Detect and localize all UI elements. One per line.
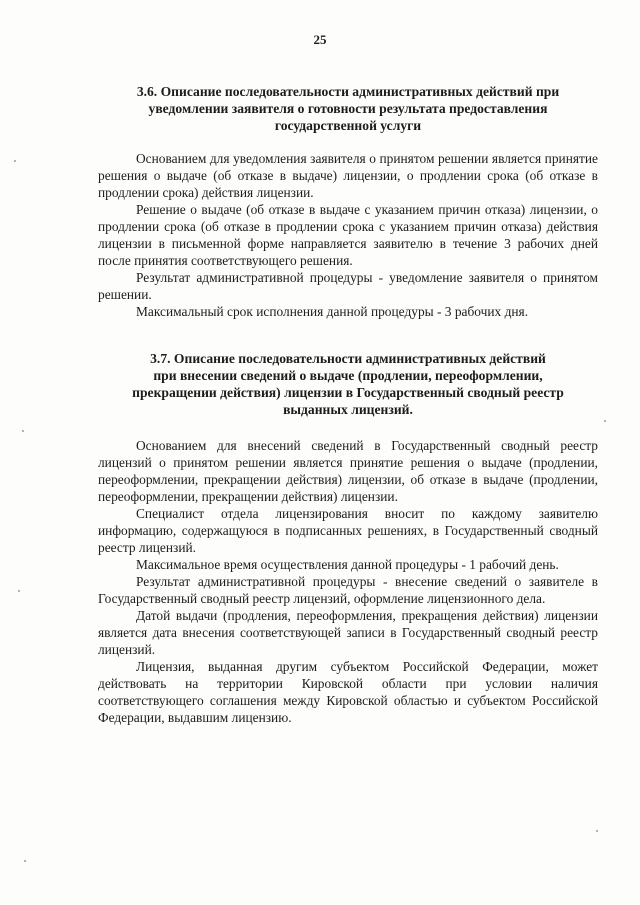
section-3-7-paragraph: Датой выдачи (продления, переоформления, прекращения действия) лицензии является дата внесения соответствующей записи в Государственный сводный реестр лицензий. bbox=[98, 608, 598, 657]
section-3-7-paragraph: Специалист отдела лицензирования вносит по каждому заявителю информацию, содержащуюся в подписанных решениях, в Государственный сводный реестр лицензий. bbox=[98, 506, 598, 555]
section-3-7-heading-line2: при внесении сведений о выдаче (продлении, переоформлении, bbox=[153, 368, 543, 383]
scan-speck bbox=[22, 430, 24, 432]
section-3-6-body bbox=[98, 150, 598, 320]
section-3-6-heading bbox=[98, 83, 598, 134]
section-3-7-heading bbox=[98, 350, 598, 418]
section-3-6 bbox=[98, 83, 598, 134]
section-3-7-heading-line1: 3.7. Описание последовательности административных действий bbox=[150, 351, 546, 366]
scan-speck bbox=[596, 830, 598, 832]
scan-speck bbox=[604, 420, 606, 422]
section-3-7-paragraph: Основанием для внесений сведений в Государственный сводный реестр лицензий о принятом решении является принятие решения о выдаче (продлении, переоформлении, прекращении действия) лицензии, об отказе в выдаче (продлении, переоформлении, прекращении действия) лицензии. bbox=[98, 438, 598, 504]
section-3-6-paragraph: Максимальный срок исполнения данной процедуры - 3 рабочих дня. bbox=[136, 304, 529, 319]
section-3-6-heading-line3: государственной услуги bbox=[274, 118, 422, 133]
scan-speck bbox=[24, 860, 26, 862]
section-3-6-paragraph: Результат административной процедуры - уведомление заявителя о принятом решении. bbox=[98, 270, 598, 302]
section-3-7-paragraph: Максимальное время осуществления данной процедуры - 1 рабочий день. bbox=[136, 557, 559, 572]
section-3-7-body bbox=[98, 437, 598, 726]
section-3-7 bbox=[98, 350, 598, 418]
page-number: 25 bbox=[313, 32, 327, 47]
section-3-6-paragraph: Основанием для уведомления заявителя о принятом решении является принятие решения о выдаче (об отказе в выдаче) лицензии, о продлении срока (об отказе в продлении срока) действия лицензии. bbox=[98, 151, 598, 200]
scan-speck bbox=[14, 160, 16, 162]
section-3-6-paragraph: Решение о выдаче (об отказе в выдаче с указанием причин отказа) лицензии, о продлении срока (об отказе в продлении срока с указанием причин отказа) действия лицензии в письменной форме направляется заявителю в течение 3 рабочих дней после принятия соответствующего решения. bbox=[98, 202, 598, 268]
section-3-7-paragraph: Лицензия, выданная другим субъектом Российской Федерации, может действовать на территории Кировской области при условии наличия соответствующего соглашения между Кировской областью и субъектом Российской Федерации, выдавшим лицензию. bbox=[98, 659, 598, 725]
section-3-7-heading-line4: выданных лицензий. bbox=[283, 402, 413, 417]
section-3-7-paragraph: Результат административной процедуры - внесение сведений о заявителе в Государственный сводный реестр лицензий, оформление лицензионного дела. bbox=[98, 574, 598, 606]
section-3-6-heading-line2: уведомлении заявителя о готовности результата предоставления bbox=[148, 101, 548, 116]
scan-speck bbox=[18, 590, 20, 592]
section-3-6-heading-line1: 3.6. Описание последовательности административных действий при bbox=[136, 84, 560, 99]
section-3-7-heading-line3: прекращении действия) лицензии в Государственный сводный реестр bbox=[132, 385, 564, 400]
